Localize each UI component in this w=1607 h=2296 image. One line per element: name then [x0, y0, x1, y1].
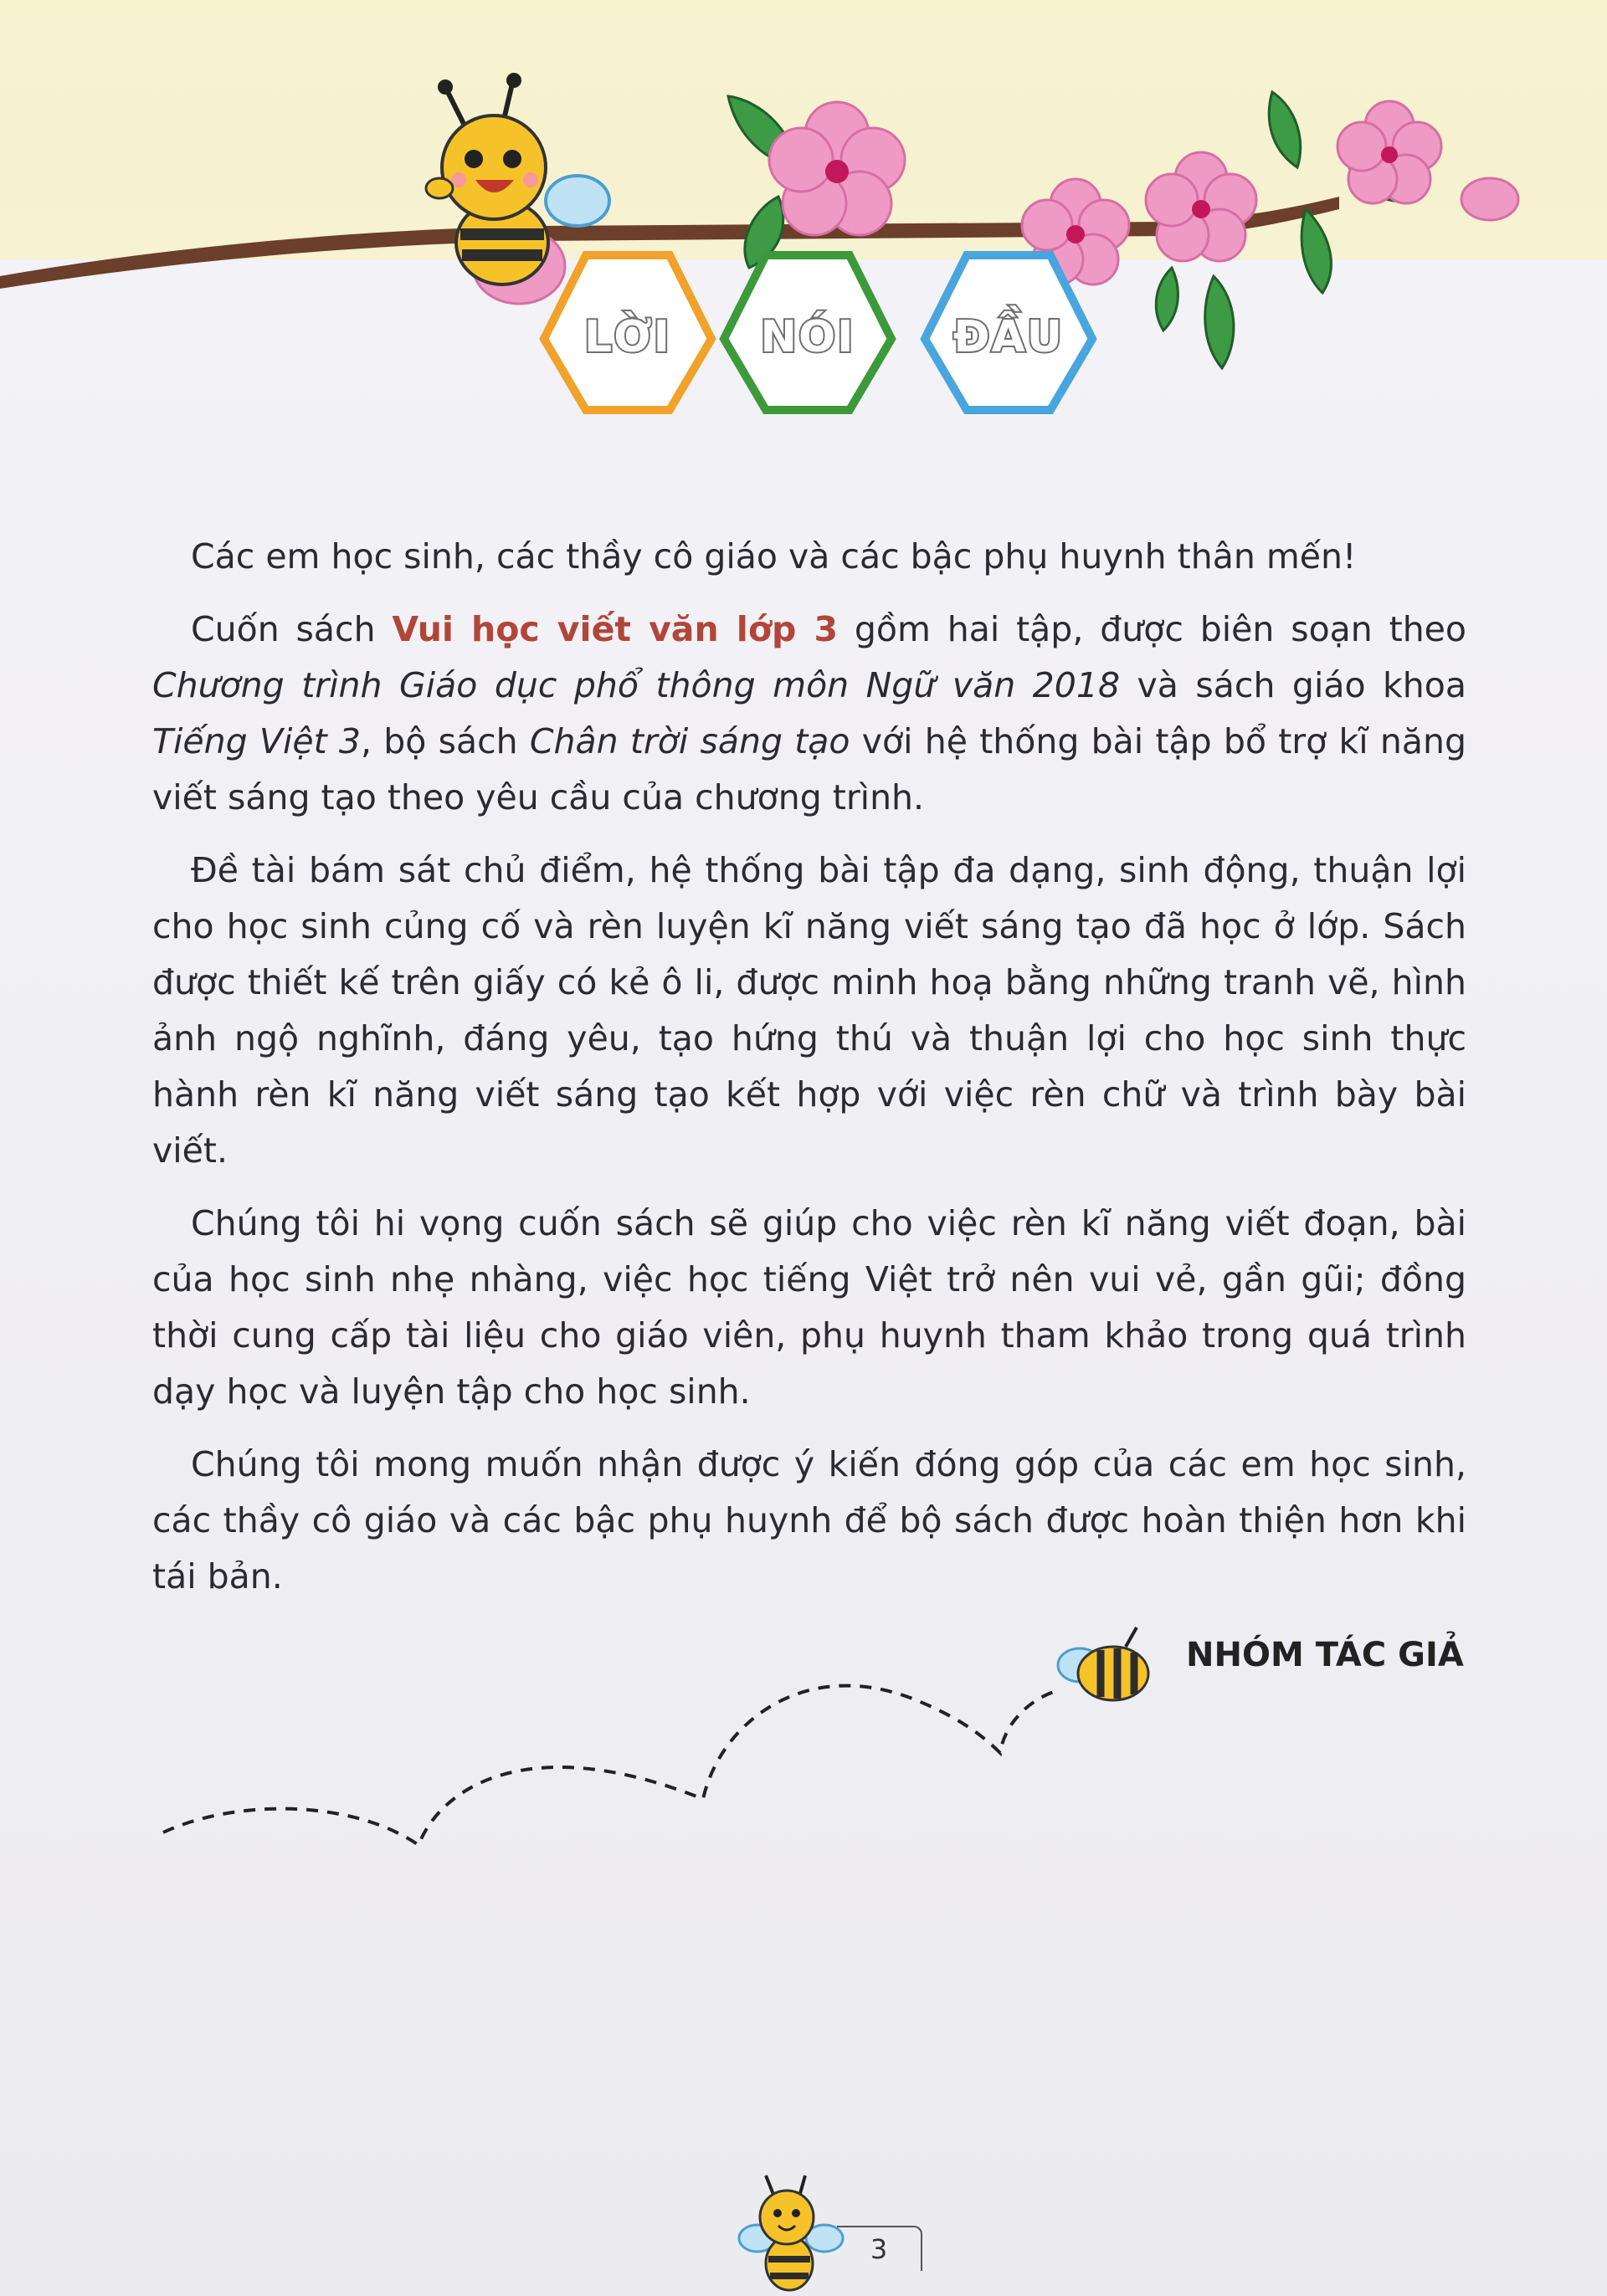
dashed-flight-path: [163, 1686, 1059, 1845]
page-bee-icon: [739, 2176, 843, 2290]
blossom-bud: [1461, 178, 1518, 220]
author-signature: NHÓM TÁC GIẢ: [1186, 1636, 1464, 1674]
paragraph-1: [152, 602, 1466, 826]
p1-intro: Cuốn sách: [191, 609, 393, 649]
bee-mascot: [426, 73, 609, 284]
blossom-flower-3: [1146, 152, 1256, 261]
p1-part5: với hệ thống bài tập bổ trợ kĩ năng viết sáng tạo theo yêu cầu của chương trình.: [152, 721, 1466, 817]
p1-part3: và sách giáo khoa: [1120, 665, 1466, 705]
p1-part4: , bộ sách: [360, 721, 530, 761]
title-word-2: NÓI: [760, 312, 855, 362]
flying-bee-icon: [1058, 1627, 1148, 1700]
textbook-name: Tiếng Việt 3: [152, 721, 361, 761]
paragraph-3: Chúng tôi hi vọng cuốn sách sẽ giúp cho việc rèn kĩ năng viết đoạn, bài của học sinh nhẹ nhàng, việc học tiếng Việt trở nên vui vẻ, gần gũi; đồng thời cung cấp tài liệu cho giáo viên, phụ huynh tham khảo trong quá trình dạy học và luyện tập cho học sinh.: [152, 1203, 1466, 1412]
series-name: Chân trời sáng tạo: [529, 721, 850, 761]
page-number: 3: [837, 2226, 922, 2271]
greeting: Các em học sinh, các thầy cô giáo và các bậc phụ huynh thân mến!: [191, 536, 1357, 577]
book-title: Vui học viết văn lớp 3: [392, 609, 838, 649]
paragraph-4: Chúng tôi mong muốn nhận được ý kiến đóng góp của các em học sinh, các thầy cô giáo và các bậc phụ huynh để bộ sách được hoàn thiện hơn khi tái bản.: [152, 1444, 1466, 1596]
preface-body: [152, 529, 1466, 1622]
blossom-flower-1: [769, 102, 905, 235]
blossom-flower-4: [1337, 101, 1441, 203]
program-name: Chương trình Giáo dục phổ thông môn Ngữ văn 2018: [152, 665, 1121, 705]
p1-part2: gồm hai tập, được biên soạn theo: [837, 609, 1466, 649]
title-word-1: LỜI: [584, 312, 671, 362]
paragraph-2: Đề tài bám sát chủ điểm, hệ thống bài tập đa dạng, sinh động, thuận lợi cho học sinh củng cố và rèn luyện kĩ năng viết sáng tạo đã học ở lớp. Sách được thiết kế trên giấy có kẻ ô li, được minh hoạ bằng những tranh vẽ, hình ảnh ngộ nghĩnh, đáng yêu, tạo hứng thú và thuận lợi cho học sinh thực hành rèn kĩ năng viết sáng tạo kết hợp với việc rèn chữ và trình bày bài viết.: [152, 850, 1466, 1171]
title-word-3: ĐẦU: [952, 312, 1065, 362]
